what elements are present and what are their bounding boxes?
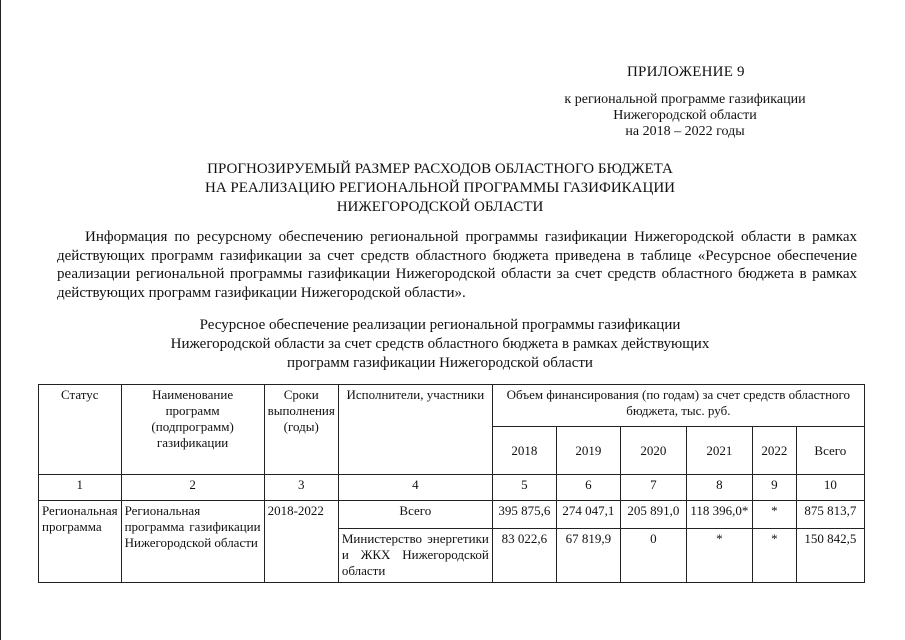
table-row-total xyxy=(39,501,865,529)
intro-paragraph xyxy=(57,228,857,302)
header-row-1 xyxy=(39,385,865,427)
appendix-title: ПРИЛОЖЕНИЕ 9 xyxy=(627,64,745,80)
column-number: 8 xyxy=(686,475,752,501)
appendix-line-2: Нижегородской области xyxy=(613,108,757,123)
column-number: 7 xyxy=(620,475,686,501)
column-number: 6 xyxy=(556,475,620,501)
column-number: 4 xyxy=(338,475,492,501)
header-year-2019: 2019 xyxy=(556,427,620,475)
header-total: Всего xyxy=(796,427,864,475)
column-number: 3 xyxy=(264,475,338,501)
column-number: 1 xyxy=(39,475,122,501)
value-2018: 83 022,6 xyxy=(492,529,556,583)
table-caption-line-3: программ газификации Нижегородской области xyxy=(287,355,593,371)
funding-table xyxy=(38,384,865,583)
table-caption xyxy=(160,316,720,373)
value-2019: 274 047,1 xyxy=(556,501,620,529)
header-terms: Сроки выполнения (годы) xyxy=(264,385,338,475)
header-executors: Исполнители, участники xyxy=(338,385,492,475)
table-caption-line-1: Ресурсное обеспечение реализации региональной программы газификации xyxy=(199,317,681,333)
appendix-line-3: на 2018 – 2022 годы xyxy=(625,124,745,139)
value-total: 875 813,7 xyxy=(796,501,864,529)
column-number: 10 xyxy=(796,475,864,501)
column-numbers-row xyxy=(39,475,865,501)
intro-text: Информация по ресурсному обеспечению региональной программы газификации Нижегородской области в рамках действующих программ газификации за счет средств областного бюджета приведена в таблице «Ресурсное обеспечение реализации региональной программы газификации Нижегородской области за счет средств областного бюджета в рамках действующих программ газификации Нижегородской области». xyxy=(57,229,857,301)
column-number: 2 xyxy=(121,475,264,501)
header-year-2020: 2020 xyxy=(620,427,686,475)
header-year-2018: 2018 xyxy=(492,427,556,475)
appendix-line-1: к региональной программе газификации xyxy=(564,92,806,107)
header-funding: Объем финансирования (по годам) за счет средств областного бюджета, тыс. руб. xyxy=(492,385,864,427)
heading-line-3: НИЖЕГОРОДСКОЙ ОБЛАСТИ xyxy=(336,199,544,215)
page-edge xyxy=(0,0,1,640)
value-2022: * xyxy=(752,529,796,583)
value-2020: 205 891,0 xyxy=(620,501,686,529)
executor-ministry: Министерство энергетики и ЖКХ Нижегородской области xyxy=(338,529,492,583)
header-year-2022: 2022 xyxy=(752,427,796,475)
column-number: 9 xyxy=(752,475,796,501)
header-year-2021: 2021 xyxy=(686,427,752,475)
terms-cell: 2018-2022 xyxy=(264,501,338,583)
table-caption-line-2: Нижегородской области за счет средств областного бюджета в рамках действующих xyxy=(170,336,710,352)
program-name-cell: Региональная программа газификации Нижегородской области xyxy=(121,501,264,583)
header-program-name: Наименование программ (подпрограмм) газификации xyxy=(121,385,264,475)
value-2021: 118 396,0* xyxy=(686,501,752,529)
value-2022: * xyxy=(752,501,796,529)
value-2018: 395 875,6 xyxy=(492,501,556,529)
value-2019: 67 819,9 xyxy=(556,529,620,583)
heading-line-2: НА РЕАЛИЗАЦИЮ РЕГИОНАЛЬНОЙ ПРОГРАММЫ ГАЗИФИКАЦИИ xyxy=(205,180,675,196)
value-2020: 0 xyxy=(620,529,686,583)
heading-line-1: ПРОГНОЗИРУЕМЫЙ РАЗМЕР РАСХОДОВ ОБЛАСТНОГО БЮДЖЕТА xyxy=(207,161,673,177)
header-status: Статус xyxy=(39,385,122,475)
column-number: 5 xyxy=(492,475,556,501)
value-total: 150 842,5 xyxy=(796,529,864,583)
document-heading xyxy=(160,160,720,217)
executor-total: Всего xyxy=(338,501,492,529)
status-cell: Региональная программа xyxy=(39,501,122,583)
value-2021: * xyxy=(686,529,752,583)
